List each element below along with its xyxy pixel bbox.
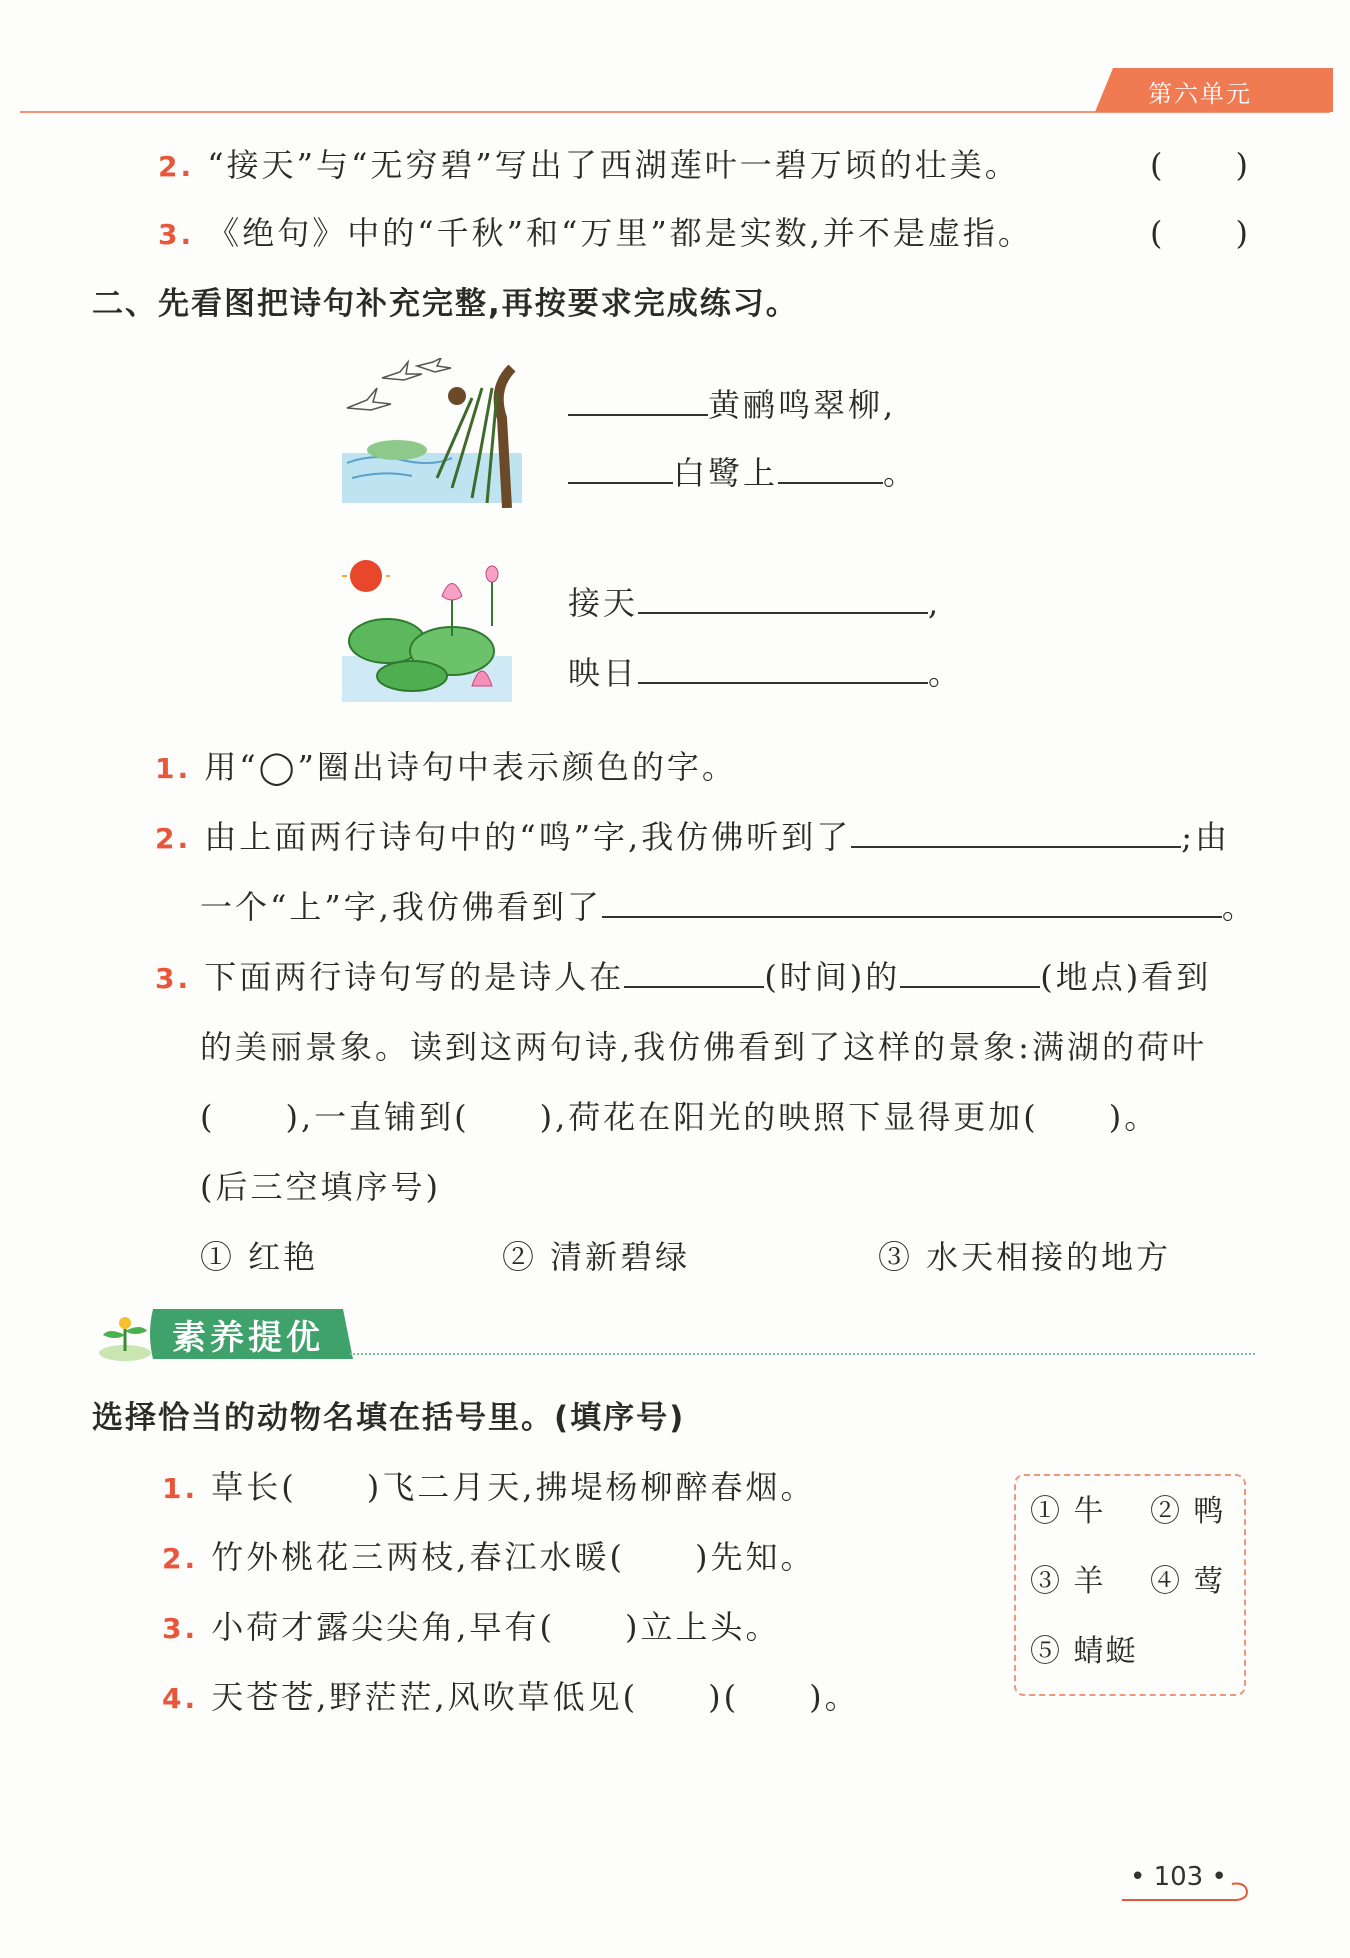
poem-item-text[interactable]: 天苍苍,野茫茫,风吹草低见( )( )。: [211, 1678, 860, 1716]
instruction: 选择恰当的动物名填在括号里。(填序号): [92, 1400, 686, 1436]
question-3-line2: 的美丽景象。读到这两句诗,我仿佛看到了这样的景象:满湖的荷叶: [200, 1028, 1207, 1066]
answer-paren[interactable]: ( ): [1150, 214, 1251, 252]
question-text: 一个“上”字,我仿佛看到了: [200, 888, 602, 926]
animal-option: ④ 莺: [1150, 1564, 1226, 1599]
fill-blank[interactable]: [602, 910, 1222, 918]
item-number: 1.: [162, 1472, 199, 1505]
fill-blank[interactable]: [638, 676, 928, 684]
question-text: (时间)的: [764, 958, 901, 996]
question-1: [155, 742, 737, 788]
item-number: 3.: [158, 218, 195, 251]
item-text: “接天”与“无穷碧”写出了西湖莲叶一碧万顷的壮美。: [207, 146, 1020, 184]
poem-line: [568, 380, 896, 426]
question-text: 由上面两行诗句中的“鸣”字,我仿佛听到了: [204, 818, 852, 856]
poem-item-text[interactable]: 竹外桃花三两枝,春江水暖( )先知。: [211, 1538, 816, 1576]
banner-rule: [350, 1353, 1255, 1355]
poem-text: 映日: [568, 654, 639, 692]
item-number: 4.: [162, 1682, 199, 1715]
poem-item: [162, 1462, 815, 1508]
item-text: 《绝句》中的“千秋”和“万里”都是实数,并不是虚指。: [207, 214, 1033, 252]
animal-option: ② 鸭: [1150, 1494, 1226, 1529]
judge-item: [158, 208, 1033, 254]
poem-line: [568, 448, 918, 494]
fill-blank[interactable]: [851, 840, 1181, 848]
option-1: ① 红艳: [200, 1238, 319, 1276]
fill-blank[interactable]: [900, 980, 1040, 988]
option-2: ② 清新碧绿: [502, 1238, 691, 1276]
question-text: 下面两行诗句写的是诗人在: [204, 958, 625, 996]
question-3: [155, 952, 1211, 998]
fill-blank[interactable]: [568, 476, 673, 484]
section-heading: 二、先看图把诗句补充完整,再按要求完成练习。: [92, 286, 799, 322]
poem-line: [568, 648, 963, 694]
poem-punct: 。: [928, 654, 964, 692]
question-text: ;由: [1181, 818, 1230, 856]
unit-label: 第六单元: [1148, 80, 1252, 108]
page-number: • 103 •: [1130, 1862, 1227, 1892]
item-number: 2.: [155, 822, 192, 855]
judge-item: [158, 140, 1020, 186]
poem-item: [162, 1672, 860, 1718]
fill-blank[interactable]: [624, 980, 764, 988]
poem-text: 白鹭上: [673, 454, 779, 492]
poem-item: [162, 1602, 780, 1648]
fill-blank[interactable]: [568, 408, 708, 416]
poem-text: 黄鹂鸣翠柳,: [708, 386, 897, 424]
question-text: 。: [1221, 888, 1257, 926]
item-number: 2.: [162, 1542, 199, 1575]
fill-blank[interactable]: [778, 476, 883, 484]
fill-blank[interactable]: [638, 606, 928, 614]
poem-punct: ,: [928, 584, 942, 622]
poem-item-text[interactable]: 草长( )飞二月天,拂堤杨柳醉春烟。: [211, 1468, 816, 1506]
poem-line: [568, 578, 941, 624]
question-text: (地点)看到: [1040, 958, 1212, 996]
item-number: 1.: [155, 752, 192, 785]
lotus-sun-illustration: [342, 556, 512, 702]
poem-punct: 。: [883, 454, 919, 492]
section-banner-label: 素养提优: [172, 1318, 324, 1358]
question-2: [155, 812, 1230, 858]
question-3-note: (后三空填序号): [200, 1168, 441, 1206]
poem-text: 接天: [568, 584, 639, 622]
answer-paren[interactable]: ( ): [1150, 146, 1251, 184]
poem-item: [162, 1532, 815, 1578]
question-2-cont: [200, 882, 1257, 928]
page-number-swoosh: [1122, 1874, 1252, 1904]
animal-option: ③ 羊: [1030, 1564, 1106, 1599]
item-number: 2.: [158, 150, 195, 183]
option-3: ③ 水天相接的地方: [878, 1238, 1172, 1276]
item-number: 3.: [155, 962, 192, 995]
item-number: 3.: [162, 1612, 199, 1645]
animal-option: ⑤ 蜻蜓: [1030, 1634, 1138, 1669]
poem-item-text[interactable]: 小荷才露尖尖角,早有( )立上头。: [211, 1608, 781, 1646]
question-text: 用“◯”圈出诗句中表示颜色的字。: [204, 748, 737, 786]
animal-option: ① 牛: [1030, 1494, 1106, 1529]
willow-egret-illustration: [342, 358, 522, 508]
question-3-line3[interactable]: ( ),一直铺到( ),荷花在阳光的映照下显得更加( )。: [200, 1098, 1160, 1136]
